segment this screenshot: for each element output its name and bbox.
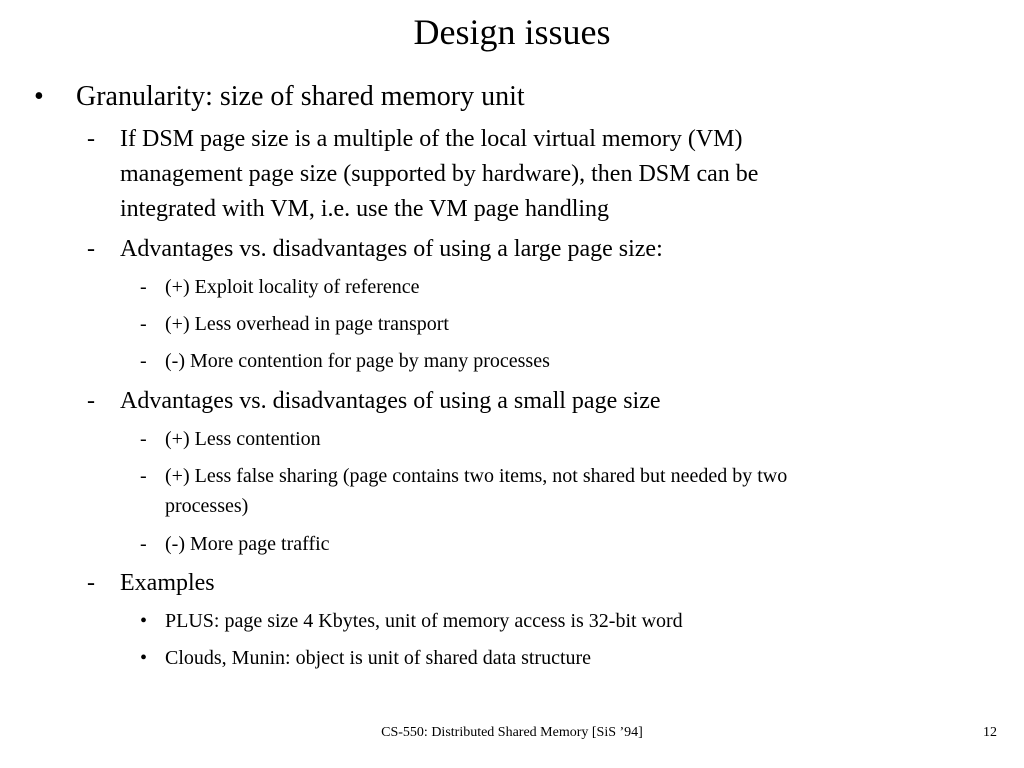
bullet-marker: • xyxy=(34,81,44,112)
bullet-text: (+) Less contention xyxy=(165,428,321,450)
bullet-marker: - xyxy=(140,350,147,372)
bullet-text: (-) More contention for page by many processes xyxy=(165,350,550,372)
bullet-text: processes) xyxy=(165,495,249,517)
bullet-text: Granularity: size of shared memory unit xyxy=(76,81,525,112)
bullet-text: (+) Less false sharing (page contains two items, not shared but needed by two xyxy=(165,465,788,487)
footer-title: CS-550: Distributed Shared Memory [SiS ’94] xyxy=(381,725,643,740)
bullet-text: (+) Exploit locality of reference xyxy=(165,276,420,298)
bullet-text: Advantages vs. disadvantages of using a large page size: xyxy=(120,236,663,262)
bullet-marker: - xyxy=(87,388,95,414)
bullet-marker: - xyxy=(87,126,95,152)
slide-title: Design issues xyxy=(413,12,611,52)
bullet-text: management page size (supported by hardware), then DSM can be xyxy=(120,161,759,187)
slide-number: 12 xyxy=(983,725,997,740)
bullet-marker: - xyxy=(140,313,147,335)
bullet-text: (+) Less overhead in page transport xyxy=(165,313,449,335)
bullet-text: If DSM page size is a multiple of the local virtual memory (VM) xyxy=(120,126,743,152)
bullet-marker: - xyxy=(140,465,147,487)
bullet-text: Examples xyxy=(120,570,215,596)
bullet-marker: - xyxy=(140,428,147,450)
bullet-text: Clouds, Munin: object is unit of shared data structure xyxy=(165,647,592,669)
bullet-text: PLUS: page size 4 Kbytes, unit of memory access is 32-bit word xyxy=(165,610,683,632)
bullet-marker: • xyxy=(140,647,148,669)
bullet-text: Advantages vs. disadvantages of using a small page size xyxy=(120,388,661,414)
bullet-marker: - xyxy=(140,276,147,298)
bullet-marker: • xyxy=(140,610,148,632)
bullet-text: (-) More page traffic xyxy=(165,533,330,555)
bullet-marker: - xyxy=(140,533,147,555)
bullet-text: integrated with VM, i.e. use the VM page handling xyxy=(120,196,610,222)
bullet-marker: - xyxy=(87,236,95,262)
bullet-marker: - xyxy=(87,570,95,596)
